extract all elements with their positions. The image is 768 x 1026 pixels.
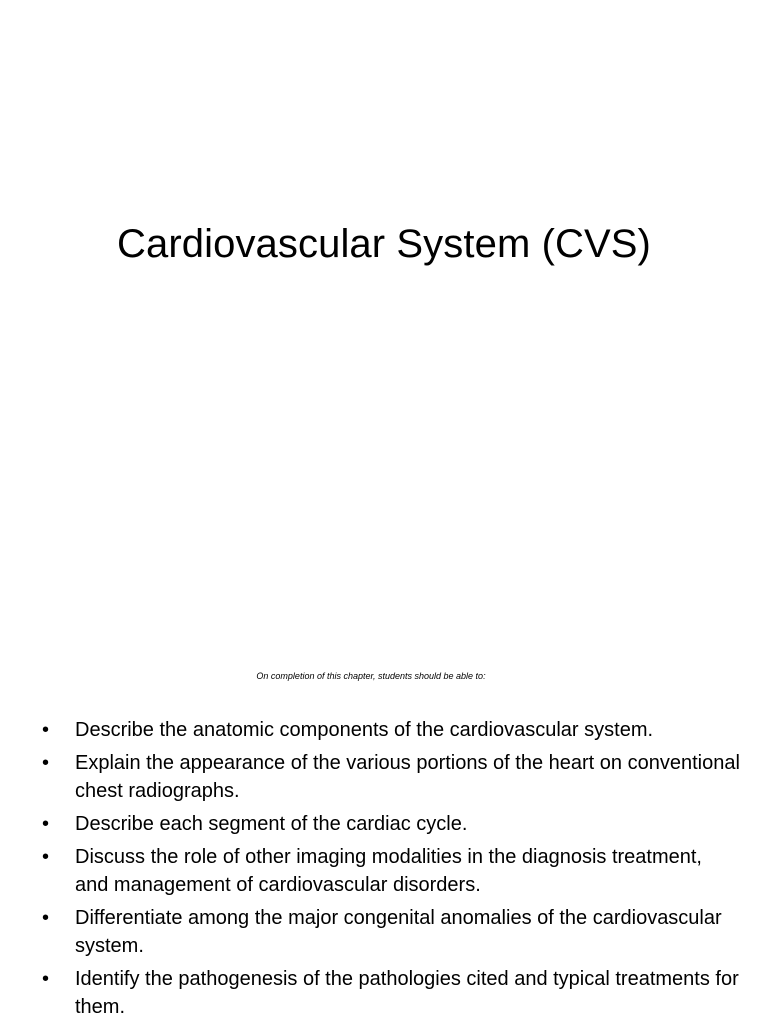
objective-text: Explain the appearance of the various portions of the heart on conventional chest radiographs. [75, 752, 740, 802]
bullet-icon: • [42, 719, 50, 741]
objective-item [40, 810, 740, 838]
bullet-icon: • [42, 907, 50, 929]
objective-item [40, 843, 740, 899]
bullet-icon: • [42, 813, 50, 835]
objective-text: Describe each segment of the cardiac cycle. [75, 813, 468, 835]
objective-item [40, 749, 740, 805]
bullet-icon: • [42, 968, 50, 990]
objective-text: Differentiate among the major congenital anomalies of the cardiovascular system. [75, 907, 722, 957]
objectives-intro: On completion of this chapter, students should be able to: [256, 671, 486, 681]
slide-title: Cardiovascular System (CVS) [117, 222, 651, 266]
objective-item [40, 904, 740, 960]
bullet-icon: • [42, 752, 50, 774]
objective-item [40, 716, 740, 744]
objective-item [40, 965, 740, 1021]
objective-text: Describe the anatomic components of the cardiovascular system. [75, 719, 654, 741]
objectives-list [40, 716, 740, 1026]
objective-text: Discuss the role of other imaging modalities in the diagnosis treatment, and management of cardiovascular disorders. [75, 846, 702, 896]
objective-text: Identify the pathogenesis of the pathologies cited and typical treatments for them. [75, 968, 739, 1018]
bullet-icon: • [42, 846, 50, 868]
